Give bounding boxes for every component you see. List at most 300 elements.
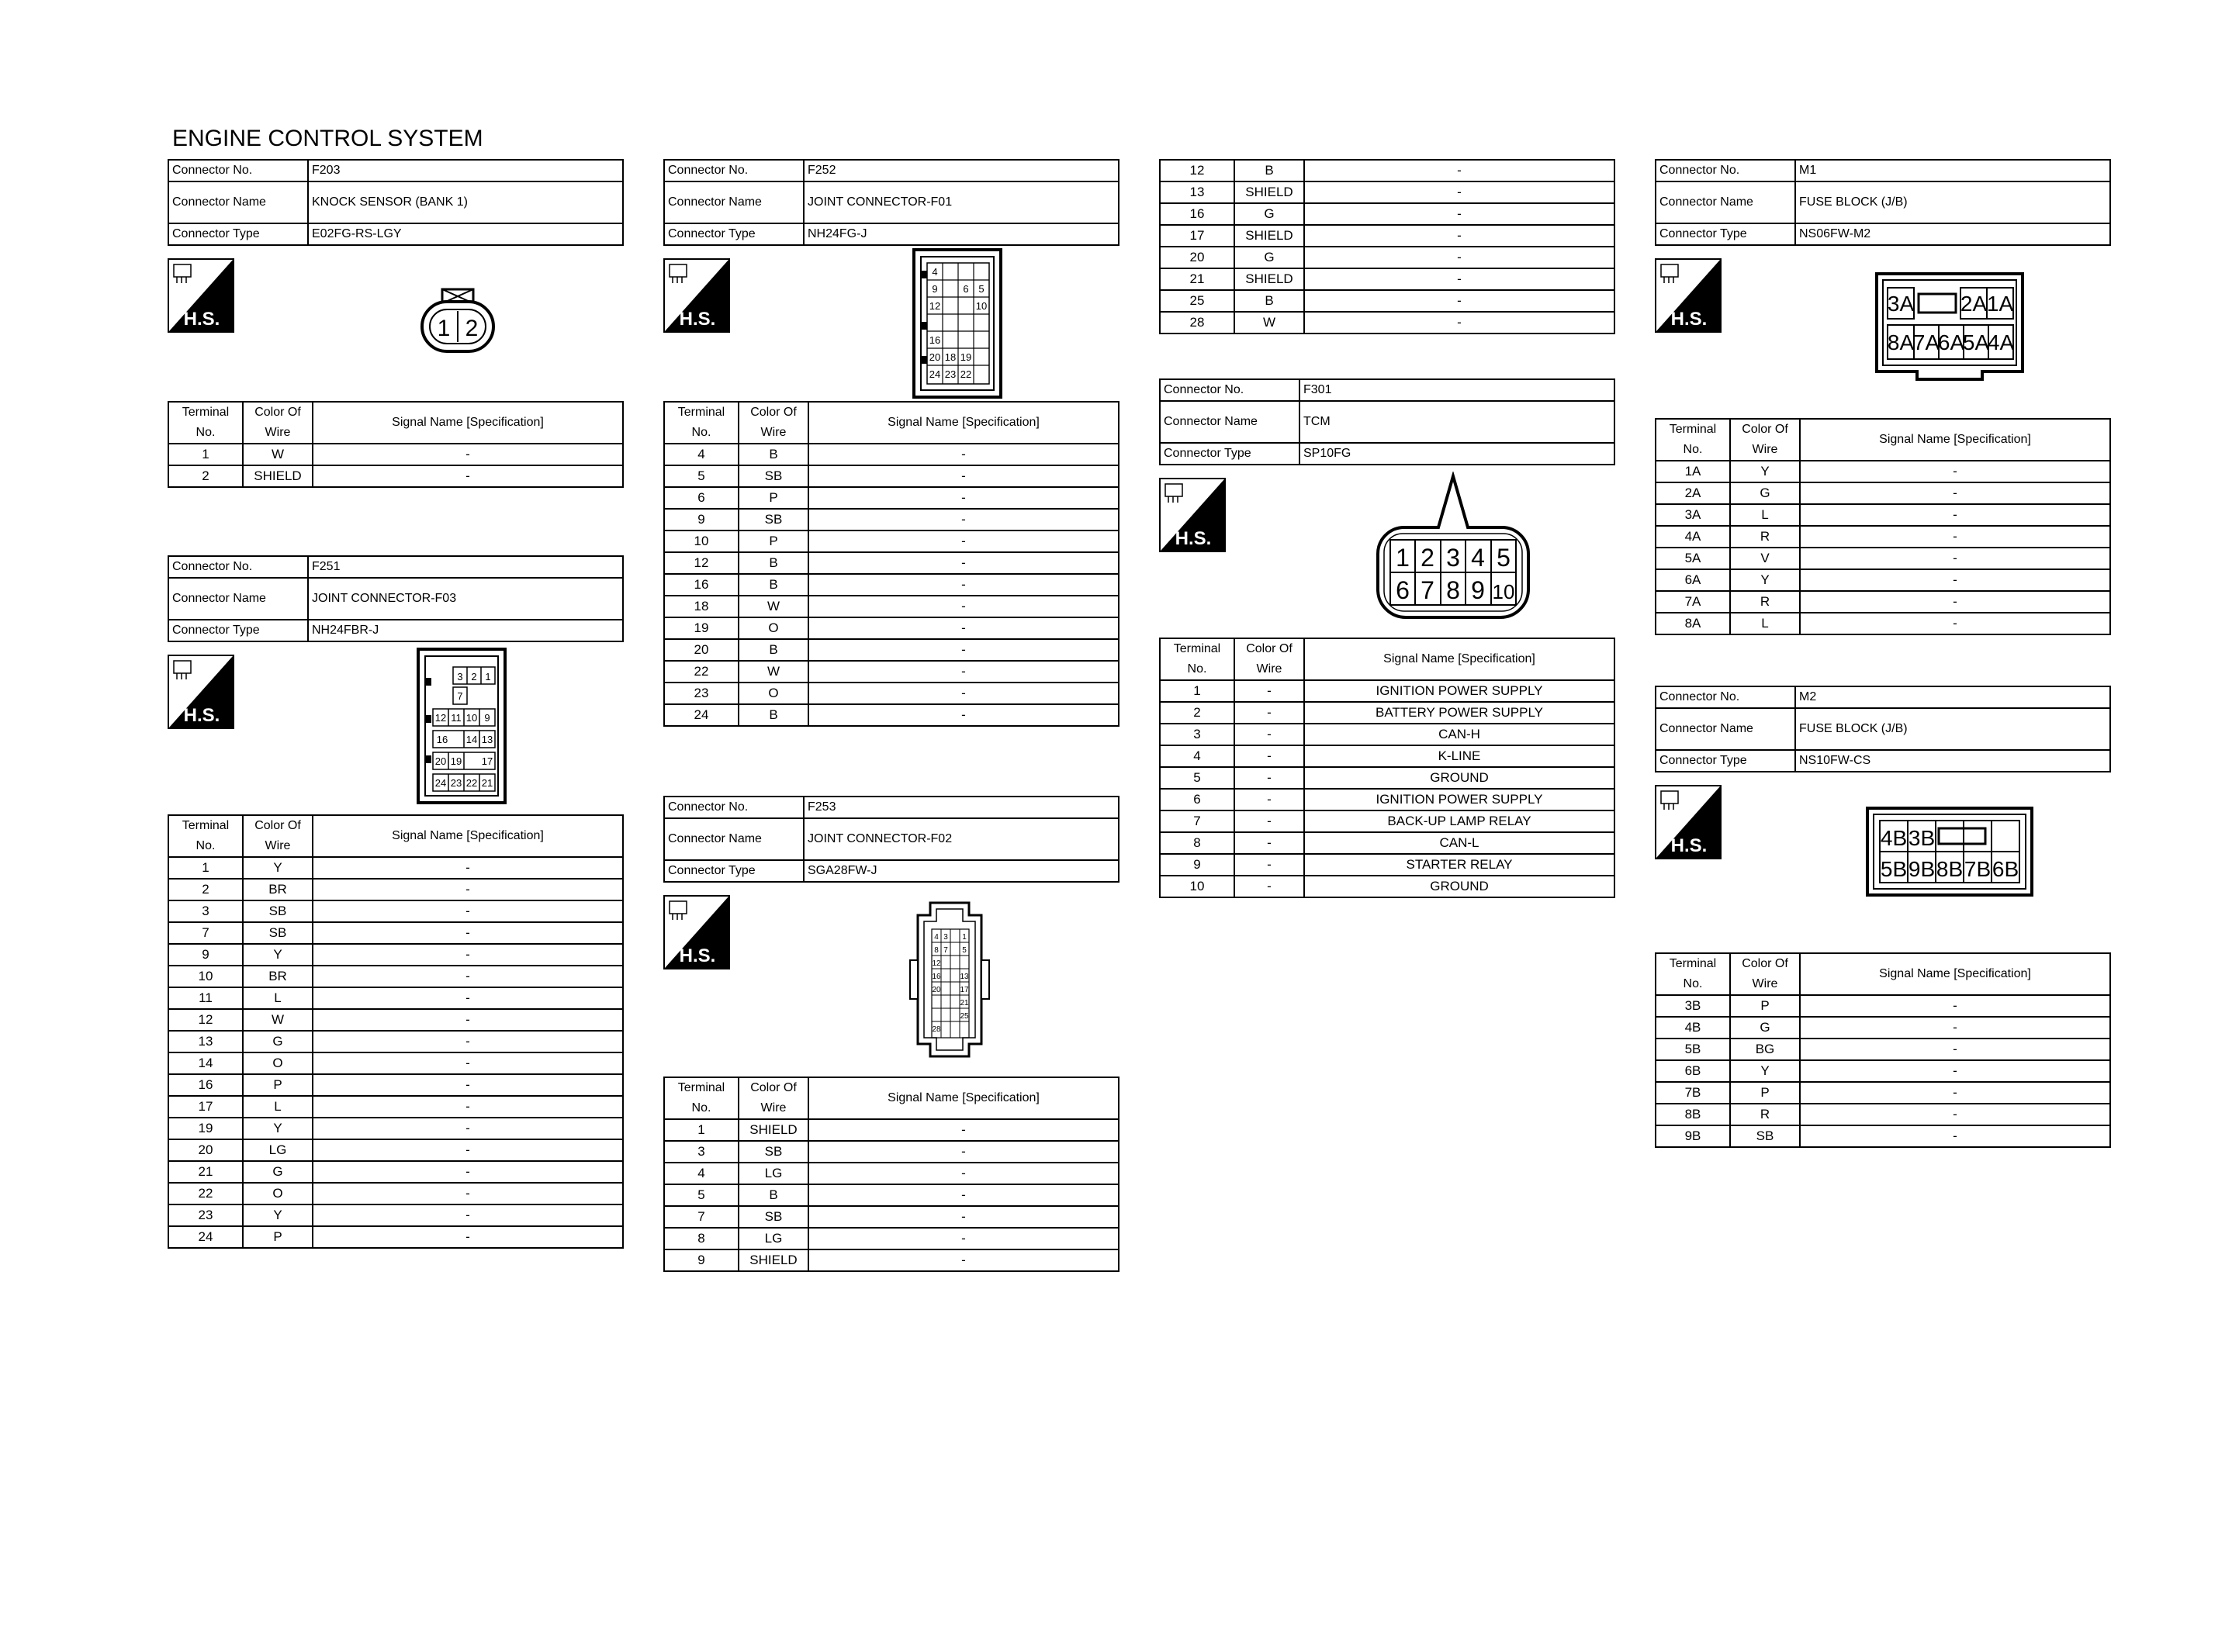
connector-name-label: Connector Name — [1656, 181, 1795, 223]
table-row — [168, 857, 623, 879]
table-row — [664, 1163, 1119, 1184]
svg-text:11: 11 — [451, 712, 462, 724]
connector-type-label: Connector Type — [1656, 223, 1795, 245]
wire-color-cell: BR — [243, 879, 313, 900]
terminal-cell: 21 — [1160, 268, 1234, 290]
terminal-cell: 1 — [1160, 680, 1234, 702]
table-row — [1160, 312, 1614, 334]
wire-color-cell: W — [739, 596, 808, 617]
table-row — [664, 487, 1119, 509]
svg-text:H.S.: H.S. — [679, 309, 716, 330]
wire-color-cell: B — [739, 574, 808, 596]
wire-color-cell: L — [243, 1096, 313, 1118]
wire-color-cell: LG — [243, 1139, 313, 1161]
table-row — [1656, 1082, 2110, 1104]
signal-cell: BATTERY POWER SUPPLY — [1304, 702, 1614, 724]
terminal-cell: 2 — [168, 465, 243, 487]
connector-block-f253 — [663, 796, 1120, 1272]
connector-block-f251 — [168, 555, 624, 1249]
signal-header: Signal Name [Specification] — [1800, 953, 2110, 995]
table-row — [1160, 247, 1614, 268]
svg-text:24: 24 — [929, 368, 941, 380]
table-row — [168, 1161, 623, 1183]
wire-color-cell: Y — [243, 1204, 313, 1226]
table-row — [664, 1141, 1119, 1163]
connector-type-value: E02FG-RS-LGY — [308, 223, 623, 245]
connector-header — [1159, 378, 1615, 465]
wire-color-cell: W — [1234, 312, 1304, 334]
table-row — [1656, 1125, 2110, 1147]
terminal-cell: 1A — [1656, 461, 1730, 482]
terminal-cell: 4 — [1160, 745, 1234, 767]
svg-text:16: 16 — [436, 734, 448, 745]
wire-color-cell: O — [739, 683, 808, 704]
connector-type-label: Connector Type — [168, 620, 308, 641]
signal-cell: BACK-UP LAMP RELAY — [1304, 810, 1614, 832]
wire-color-cell: SHIELD — [1234, 268, 1304, 290]
terminal-cell: 7B — [1656, 1082, 1730, 1104]
table-row — [664, 1249, 1119, 1271]
wire-color-cell: SB — [739, 465, 808, 487]
connector-diagram — [1373, 472, 1533, 624]
svg-text:7A: 7A — [1912, 330, 1940, 354]
harness-side-icon — [1655, 785, 1722, 859]
signal-cell: - — [1800, 461, 2110, 482]
connector-name-label: Connector Name — [1656, 708, 1795, 750]
connector-diagram — [1874, 271, 2026, 382]
table-row — [1160, 181, 1614, 203]
terminal-cell: 9 — [664, 1249, 739, 1271]
table-row — [664, 509, 1119, 531]
wire-color-cell: Y — [1730, 569, 1800, 591]
svg-text:7: 7 — [943, 946, 948, 955]
wire-color-cell: W — [243, 444, 313, 465]
terminal-table-continuation — [1159, 159, 1615, 334]
signal-cell: - — [1800, 482, 2110, 504]
svg-text:5: 5 — [978, 283, 985, 295]
terminal-cell: 9 — [168, 944, 243, 966]
wire-color-cell: SB — [1730, 1125, 1800, 1147]
table-row — [168, 987, 623, 1009]
signal-cell: - — [313, 944, 623, 966]
terminal-no-header: Terminal No. — [168, 815, 243, 857]
terminal-cell: 13 — [168, 1031, 243, 1052]
table-row — [664, 639, 1119, 661]
signal-cell: - — [1304, 225, 1614, 247]
signal-cell: CAN-L — [1304, 832, 1614, 854]
terminal-cell: 8 — [664, 1228, 739, 1249]
signal-cell: - — [808, 617, 1119, 639]
svg-text:17: 17 — [960, 986, 969, 994]
wire-color-cell: L — [243, 987, 313, 1009]
table-row — [168, 1052, 623, 1074]
terminal-table — [1159, 159, 1615, 334]
terminal-no-header: Terminal No. — [1656, 953, 1730, 995]
connector-name-value: JOINT CONNECTOR-F02 — [804, 818, 1119, 860]
connector-no-value: F203 — [308, 160, 623, 181]
table-row — [1160, 225, 1614, 247]
wire-color-cell: P — [1730, 995, 1800, 1017]
svg-text:7B: 7B — [1964, 857, 1992, 881]
wire-color-cell: W — [739, 661, 808, 683]
terminal-no-header: Terminal No. — [664, 402, 739, 444]
connector-header — [663, 159, 1120, 246]
wire-color-cell: B — [1234, 160, 1304, 181]
terminal-cell: 12 — [168, 1009, 243, 1031]
svg-text:2: 2 — [471, 671, 477, 683]
wire-color-cell: G — [1730, 482, 1800, 504]
signal-cell: - — [1800, 504, 2110, 526]
wire-color-cell: - — [1234, 767, 1304, 789]
connector-block-m2 — [1655, 686, 2111, 1148]
wire-color-cell: LG — [739, 1228, 808, 1249]
terminal-cell: 24 — [664, 704, 739, 726]
table-row — [664, 552, 1119, 574]
table-row — [1160, 203, 1614, 225]
signal-cell: - — [313, 465, 623, 487]
signal-header: Signal Name [Specification] — [808, 1077, 1119, 1119]
signal-cell: - — [313, 1139, 623, 1161]
svg-text:20: 20 — [434, 755, 447, 767]
svg-text:4: 4 — [1471, 544, 1485, 572]
signal-cell: - — [808, 444, 1119, 465]
terminal-no-header: Terminal No. — [1656, 419, 1730, 461]
signal-cell: - — [1800, 548, 2110, 569]
svg-text:6: 6 — [1396, 576, 1410, 604]
terminal-cell: 23 — [168, 1204, 243, 1226]
table-row — [1160, 876, 1614, 897]
connector-type-value: NH24FBR-J — [308, 620, 623, 641]
signal-cell: - — [1304, 203, 1614, 225]
color-header: Color Of Wire — [739, 1077, 808, 1119]
signal-cell: - — [313, 857, 623, 879]
signal-cell: - — [808, 704, 1119, 726]
signal-cell: - — [313, 1118, 623, 1139]
terminal-cell: 4B — [1656, 1017, 1730, 1039]
wire-color-cell: - — [1234, 854, 1304, 876]
table-row — [664, 1206, 1119, 1228]
wire-color-cell: - — [1234, 810, 1304, 832]
pin-label: 1 — [437, 316, 451, 341]
wire-color-cell: B — [739, 639, 808, 661]
terminal-no-header: Terminal No. — [1160, 638, 1234, 680]
wire-color-cell: L — [1730, 613, 1800, 634]
wire-color-cell: SB — [739, 1206, 808, 1228]
connector-name-label: Connector Name — [1160, 401, 1299, 443]
color-header: Color Of Wire — [739, 402, 808, 444]
terminal-cell: 7 — [168, 922, 243, 944]
terminal-cell: 10 — [1160, 876, 1234, 897]
connector-type-value: NS10FW-CS — [1795, 750, 2110, 772]
terminal-cell: 2 — [168, 879, 243, 900]
wire-color-cell: O — [243, 1052, 313, 1074]
signal-cell: - — [313, 1226, 623, 1248]
terminal-table — [663, 401, 1120, 727]
table-row — [664, 1184, 1119, 1206]
wire-color-cell: SHIELD — [243, 465, 313, 487]
wire-color-cell: G — [243, 1161, 313, 1183]
wire-color-cell: L — [1730, 504, 1800, 526]
harness-side-icon — [168, 258, 234, 333]
table-row — [168, 966, 623, 987]
wire-color-cell: G — [1730, 1017, 1800, 1039]
connector-name-label: Connector Name — [664, 181, 804, 223]
signal-header: Signal Name [Specification] — [313, 402, 623, 444]
svg-text:9: 9 — [1471, 576, 1485, 604]
signal-cell: - — [1800, 1017, 2110, 1039]
terminal-cell: 5 — [664, 465, 739, 487]
table-row — [1656, 591, 2110, 613]
terminal-cell: 2A — [1656, 482, 1730, 504]
terminal-cell: 3 — [168, 900, 243, 922]
connector-type-label: Connector Type — [1160, 443, 1299, 465]
table-row — [168, 944, 623, 966]
svg-text:8A: 8A — [1887, 330, 1915, 354]
connector-no-label: Connector No. — [664, 160, 804, 181]
table-row — [1656, 613, 2110, 634]
table-row — [664, 704, 1119, 726]
svg-text:5: 5 — [1497, 544, 1511, 572]
svg-text:H.S.: H.S. — [1670, 835, 1708, 856]
terminal-cell: 4 — [664, 1163, 739, 1184]
signal-cell: - — [313, 1204, 623, 1226]
color-header: Color Of Wire — [1730, 419, 1800, 461]
terminal-cell: 16 — [664, 574, 739, 596]
wire-color-cell: BG — [1730, 1039, 1800, 1060]
svg-text:23: 23 — [944, 368, 957, 380]
wire-color-cell: - — [1234, 745, 1304, 767]
table-row — [168, 900, 623, 922]
svg-text:18: 18 — [944, 351, 957, 363]
harness-side-icon — [168, 655, 234, 729]
wire-color-cell: - — [1234, 680, 1304, 702]
signal-cell: - — [1304, 247, 1614, 268]
connector-name-label: Connector Name — [664, 818, 804, 860]
pin-label: 2 — [465, 316, 479, 341]
table-row — [1160, 789, 1614, 810]
terminal-cell: 14 — [168, 1052, 243, 1074]
connector-type-label: Connector Type — [664, 223, 804, 245]
table-row — [664, 1228, 1119, 1249]
svg-text:H.S.: H.S. — [183, 705, 220, 726]
connector-diagram — [912, 247, 1003, 399]
terminal-cell: 3 — [664, 1141, 739, 1163]
svg-text:16: 16 — [932, 973, 941, 981]
signal-cell: - — [808, 531, 1119, 552]
wire-color-cell: G — [1234, 247, 1304, 268]
signal-header: Signal Name [Specification] — [313, 815, 623, 857]
svg-text:H.S.: H.S. — [679, 945, 716, 966]
svg-text:12: 12 — [929, 300, 941, 312]
signal-cell: - — [808, 1228, 1119, 1249]
svg-text:14: 14 — [465, 734, 478, 745]
signal-cell: - — [1800, 1125, 2110, 1147]
signal-cell: - — [1800, 995, 2110, 1017]
signal-cell: - — [808, 465, 1119, 487]
signal-cell: - — [1800, 613, 2110, 634]
terminal-cell: 21 — [168, 1161, 243, 1183]
connector-name-value: FUSE BLOCK (J/B) — [1795, 181, 2110, 223]
wire-color-cell: - — [1234, 724, 1304, 745]
terminal-cell: 16 — [1160, 203, 1234, 225]
signal-cell: GROUND — [1304, 876, 1614, 897]
color-header: Color Of Wire — [243, 402, 313, 444]
terminal-cell: 3B — [1656, 995, 1730, 1017]
wire-color-cell: BR — [243, 966, 313, 987]
signal-cell: - — [313, 900, 623, 922]
wire-color-cell: Y — [1730, 1060, 1800, 1082]
terminal-cell: 3A — [1656, 504, 1730, 526]
table-row — [1656, 569, 2110, 591]
signal-cell: - — [1800, 1060, 2110, 1082]
table-row — [1160, 268, 1614, 290]
svg-text:9: 9 — [484, 712, 490, 724]
table-row — [664, 574, 1119, 596]
wire-color-cell: B — [739, 1184, 808, 1206]
terminal-cell: 2 — [1160, 702, 1234, 724]
table-row — [168, 1204, 623, 1226]
terminal-cell: 20 — [664, 639, 739, 661]
svg-text:5B: 5B — [1880, 857, 1908, 881]
signal-cell: - — [313, 922, 623, 944]
signal-cell: - — [808, 552, 1119, 574]
connector-no-value: M2 — [1795, 686, 2110, 708]
terminal-cell: 6B — [1656, 1060, 1730, 1082]
wire-color-cell: G — [1234, 203, 1304, 225]
table-row — [168, 1118, 623, 1139]
terminal-cell: 12 — [1160, 160, 1234, 181]
wire-color-cell: SHIELD — [739, 1249, 808, 1271]
terminal-cell: 4 — [664, 444, 739, 465]
terminal-cell: 9 — [1160, 854, 1234, 876]
table-row — [664, 444, 1119, 465]
svg-text:21: 21 — [960, 999, 969, 1007]
svg-text:9B: 9B — [1908, 857, 1936, 881]
svg-text:7: 7 — [457, 690, 463, 702]
terminal-cell: 28 — [1160, 312, 1234, 334]
terminal-cell: 5B — [1656, 1039, 1730, 1060]
connector-type-label: Connector Type — [1656, 750, 1795, 772]
terminal-cell: 20 — [168, 1139, 243, 1161]
connector-no-label: Connector No. — [168, 556, 308, 578]
wire-color-cell: Y — [243, 857, 313, 879]
harness-side-icon — [663, 895, 730, 969]
svg-text:2A: 2A — [1960, 292, 1988, 316]
wire-color-cell: - — [1234, 702, 1304, 724]
svg-text:12: 12 — [932, 959, 941, 968]
terminal-cell: 17 — [1160, 225, 1234, 247]
signal-cell: - — [1800, 526, 2110, 548]
svg-text:28: 28 — [932, 1025, 941, 1034]
wire-color-cell: B — [1234, 290, 1304, 312]
signal-header: Signal Name [Specification] — [1304, 638, 1614, 680]
wire-color-cell: Y — [243, 1118, 313, 1139]
svg-text:19: 19 — [450, 755, 462, 767]
signal-cell: - — [313, 879, 623, 900]
table-row — [664, 596, 1119, 617]
connector-type-label: Connector Type — [168, 223, 308, 245]
connector-type-label: Connector Type — [664, 860, 804, 882]
terminal-cell: 16 — [168, 1074, 243, 1096]
wire-color-cell: SB — [739, 1141, 808, 1163]
signal-cell: - — [1304, 312, 1614, 334]
svg-text:5: 5 — [962, 946, 967, 955]
terminal-cell: 3 — [1160, 724, 1234, 745]
wire-color-cell: Y — [1730, 461, 1800, 482]
wire-color-cell: B — [739, 704, 808, 726]
wire-color-cell: P — [243, 1074, 313, 1096]
table-row — [1656, 1104, 2110, 1125]
table-row — [168, 922, 623, 944]
table-row — [664, 683, 1119, 704]
table-row — [1160, 832, 1614, 854]
terminal-cell: 1 — [168, 857, 243, 879]
table-row — [1656, 526, 2110, 548]
terminal-table — [1655, 418, 2111, 635]
connector-diagram — [419, 285, 497, 362]
wire-color-cell: O — [739, 617, 808, 639]
terminal-cell: 8 — [1160, 832, 1234, 854]
terminal-cell: 8A — [1656, 613, 1730, 634]
svg-text:24: 24 — [434, 777, 447, 789]
terminal-cell: 7 — [1160, 810, 1234, 832]
svg-text:4: 4 — [934, 933, 939, 942]
signal-cell: IGNITION POWER SUPPLY — [1304, 680, 1614, 702]
terminal-cell: 4A — [1656, 526, 1730, 548]
signal-cell: - — [1304, 290, 1614, 312]
svg-text:6A: 6A — [1937, 330, 1965, 354]
terminal-cell: 9 — [664, 509, 739, 531]
wire-color-cell: SHIELD — [739, 1119, 808, 1141]
table-row — [1656, 482, 2110, 504]
wire-color-cell: B — [739, 552, 808, 574]
connector-no-value: F253 — [804, 797, 1119, 818]
svg-text:7: 7 — [1421, 576, 1434, 604]
terminal-cell: 8B — [1656, 1104, 1730, 1125]
wire-color-cell: P — [243, 1226, 313, 1248]
signal-cell: - — [1304, 268, 1614, 290]
table-row — [664, 1119, 1119, 1141]
terminal-cell: 18 — [664, 596, 739, 617]
svg-text:H.S.: H.S. — [183, 309, 220, 330]
connector-header — [663, 796, 1120, 883]
svg-text:5A: 5A — [1962, 330, 1990, 354]
svg-text:8: 8 — [1446, 576, 1460, 604]
svg-text:4: 4 — [932, 266, 938, 278]
terminal-no-header: Terminal No. — [664, 1077, 739, 1119]
wire-color-cell: V — [1730, 548, 1800, 569]
terminal-table — [663, 1077, 1120, 1272]
signal-cell: STARTER RELAY — [1304, 854, 1614, 876]
signal-cell: - — [808, 574, 1119, 596]
connector-type-value: NS06FW-M2 — [1795, 223, 2110, 245]
table-row — [168, 1183, 623, 1204]
wire-color-cell: LG — [739, 1163, 808, 1184]
svg-text:21: 21 — [481, 777, 493, 789]
terminal-cell: 6 — [1160, 789, 1234, 810]
connector-no-value: F251 — [308, 556, 623, 578]
signal-cell: - — [808, 1119, 1119, 1141]
connector-name-value: TCM — [1299, 401, 1614, 443]
connector-no-value: F301 — [1299, 379, 1614, 401]
signal-cell: - — [808, 639, 1119, 661]
wire-color-cell: SB — [243, 900, 313, 922]
signal-cell: - — [313, 966, 623, 987]
wire-color-cell: P — [1730, 1082, 1800, 1104]
signal-cell: - — [808, 487, 1119, 509]
signal-header: Signal Name [Specification] — [808, 402, 1119, 444]
svg-text:13: 13 — [481, 734, 493, 745]
